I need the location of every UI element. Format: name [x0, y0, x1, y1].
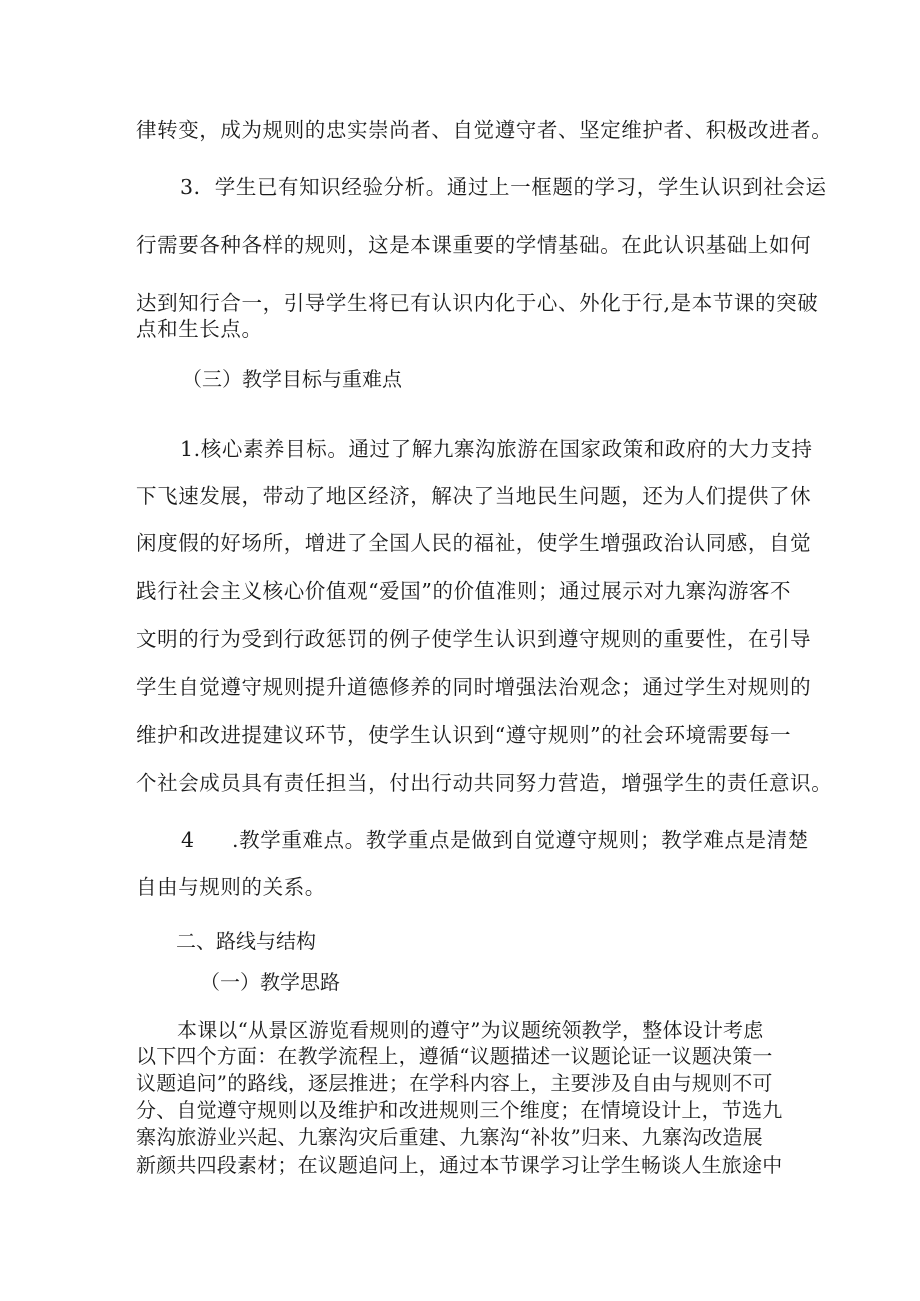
paragraph-line: 分、自觉遵守规则以及维护和改进规则三个维度；在情境设计上，节选九: [136, 1098, 783, 1122]
paragraph-line: 律转变，成为规则的忠实崇尚者、自觉遵守者、坚定维护者、积极改进者。: [136, 118, 833, 142]
paragraph-line: .教学重难点。教学重点是做到自觉遵守规则；教学难点是清楚: [232, 828, 809, 852]
paragraph-line: 本课以“从景区游览看规则的遵守”为议题统领教学，整体设计考虑: [177, 1018, 764, 1042]
paragraph-line: 达到知行合一，引导学生将已有认识内化于心、外化于行,是本节课的突破: [136, 291, 819, 315]
paragraph-line: 点和生长点。: [136, 317, 263, 341]
paragraph-line: 议题追问”的路线，逐层推进；在学科内容上，主要涉及自由与规则不可: [136, 1071, 773, 1095]
section-heading: 二、路线与结构: [176, 929, 316, 953]
paragraph-line: 学生自觉遵守规则提升道德修养的同时增强法治观念；通过学生对规则的: [136, 675, 812, 699]
paragraph-line: 维护和改进提建议环节，使学生认识到“遵守规则”的社会环境需要每一: [136, 723, 792, 747]
paragraph-line: 新颜共四段素材；在议题追问上，通过本节课学习让学生畅谈人生旅途中: [136, 1153, 783, 1177]
paragraph-line: 自由与规则的关系。: [136, 875, 326, 899]
section-heading: （三）教学目标与重难点: [182, 367, 402, 391]
paragraph-line: 3．学生已有知识经验分析。通过上一框题的学习，学生认识到社会运: [180, 175, 827, 199]
paragraph-line: 行需要各种各样的规则，这是本课重要的学情基础。在此认识基础上如何: [136, 233, 812, 257]
paragraph-line: 下飞速发展，带动了地区经济，解决了当地民生问题，还为人们提供了休: [136, 484, 812, 508]
paragraph-line: 个社会成员具有责任担当，付出行动共同努力营造，增强学生的责任意识。: [136, 771, 833, 795]
paragraph-line: 寨沟旅游业兴起、九寨沟灾后重建、九寨沟“补妆”归来、九寨沟改造展: [136, 1125, 763, 1149]
paragraph-line: 以下四个方面：在教学流程上，遵循“议题描述一议题论证一议题决策一: [136, 1044, 773, 1068]
section-heading: （一）教学思路: [200, 970, 340, 994]
paragraph-line: 1.核心素养目标。通过了解九寨沟旅游在国家政策和政府的大力支持: [180, 437, 813, 461]
paragraph-number: 4: [181, 828, 195, 852]
paragraph-line: 践行社会主义核心价值观“爱国”的价值准则；通过展示对九寨沟游客不: [136, 579, 792, 603]
paragraph-line: 闲度假的好场所，增进了全国人民的福祉，使学生增强政治认同感，自觉: [136, 531, 812, 555]
paragraph-line: 文明的行为受到行政惩罚的例子使学生认识到遵守规则的重要性，在引导: [136, 627, 812, 651]
